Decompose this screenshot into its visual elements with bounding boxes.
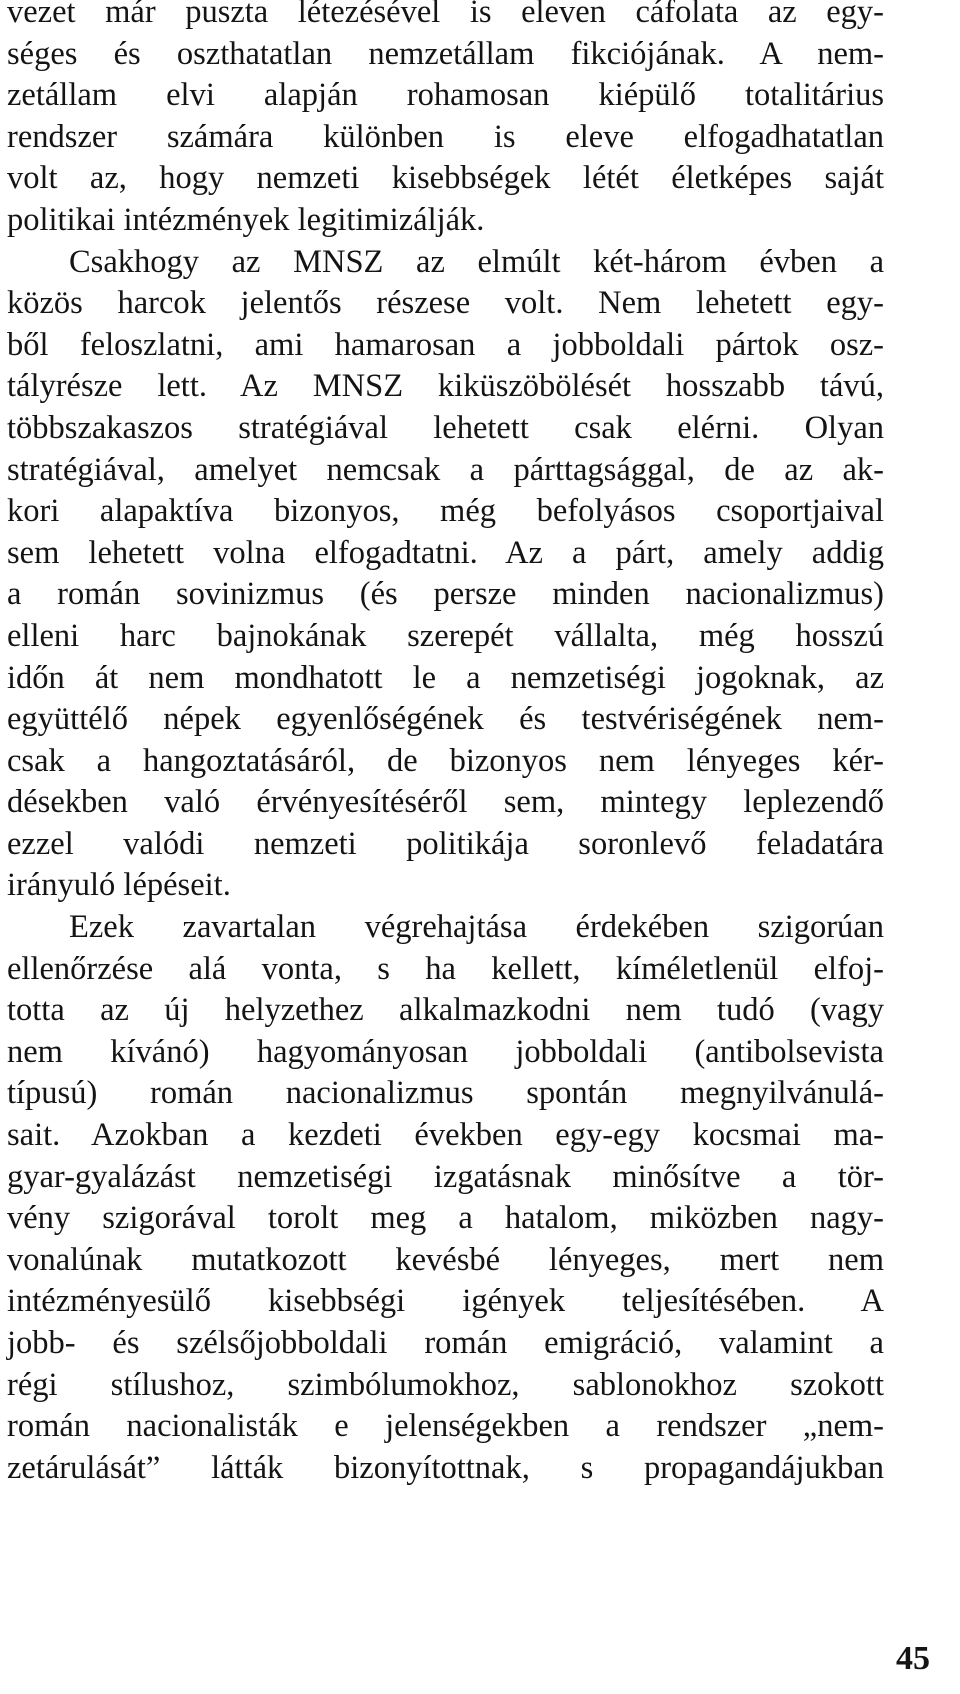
text-line: jobb- és szélsőjobboldali román emigráció, valamint a (7, 1325, 884, 1361)
text-line: volt az, hogy nemzeti kisebbségek létét életképes saját (7, 160, 884, 197)
text-line: csak a hangoztatásáról, de bizonyos nem lényeges kér- (7, 742, 884, 779)
text-line: időn át nem mondhatott le a nemzetiségi jogoknak, az (7, 659, 884, 696)
text-line: totta az új helyzethez alkalmazkodni nem tudó (vagy (7, 992, 884, 1029)
paragraph-3 (7, 907, 884, 1489)
text-line: zetállam elvi alapján rohamosan kiépülő totalitárius (7, 77, 884, 114)
text-line: nem kívánó) hagyományosan jobboldali (antibolsevista (7, 1033, 884, 1070)
document-page (7, 0, 884, 1489)
text-line: Csakhogy az MNSZ az elmúlt két-három évben a (69, 243, 884, 280)
text-line: közös harcok jelentős részese volt. Nem lehetett egy- (7, 285, 884, 322)
text-line: vény szigorával torolt meg a hatalom, miközben nagy- (7, 1200, 884, 1237)
text-line: a román sovinizmus (és persze minden nacionalizmus) (7, 576, 884, 613)
paragraph-2 (7, 242, 884, 908)
text-line: vezet már puszta létezésével is eleven cáfolata az egy- (7, 0, 884, 30)
paragraph-1 (7, 0, 884, 242)
text-line: együttélő népek egyenlőségének és testvériségének nem- (7, 701, 884, 738)
text-line: gyar-gyalázást nemzetiségi izgatásnak minősítve a tör- (7, 1158, 884, 1195)
text-line: ezzel valódi nemzeti politikája soronlevő feladatára (7, 825, 884, 862)
text-line: stratégiával, amelyet nemcsak a párttagsággal, de az ak- (7, 451, 884, 488)
text-line: régi stílushoz, szimbólumokhoz, sablonokhoz szokott (7, 1366, 884, 1403)
text-line: típusú) román nacionalizmus spontán megnyilvánulá- (7, 1075, 884, 1112)
text-line: rendszer számára különben is eleve elfogadhatatlan (7, 118, 884, 155)
text-line: ellenőrzése alá vonta, s ha kellett, kíméletlenül elfoj- (7, 950, 884, 987)
text-line: kori alapaktíva bizonyos, még befolyásos csoportjaival (7, 493, 884, 530)
text-line: vonalúnak mutatkozott kevésbé lényeges, mert nem (7, 1241, 884, 1278)
text-line: elleni harc bajnokának szerepét vállalta, még hosszú (7, 617, 884, 654)
text-line: tályrésze lett. Az MNSZ kiküszöbölését hosszabb távú, (7, 368, 884, 405)
text-line: zetárulását” látták bizonyítottnak, s propagandájukban (7, 1449, 884, 1486)
text-line: séges és oszthatatlan nemzetállam fikciójának. A nem- (7, 35, 884, 72)
text-line: sait. Azokban a kezdeti években egy-egy kocsmai ma- (7, 1117, 884, 1154)
text-line: Ezek zavartalan végrehajtása érdekében szigorúan (69, 909, 884, 946)
text-line: irányuló lépéseit. (7, 867, 231, 904)
text-line: intézményesülő kisebbségi igények teljesítésében. A (7, 1283, 884, 1320)
text-line: politikai intézmények legitimizálják. (7, 201, 485, 238)
text-line: désekben való érvényesítéséről sem, mintegy leplezendő (7, 784, 884, 821)
text-line: ből feloszlatni, ami hamarosan a jobboldali pártok osz- (7, 326, 884, 363)
page-number: 45 (896, 1640, 930, 1677)
text-line: román nacionalisták e jelenségekben a rendszer „nem- (7, 1408, 884, 1445)
text-line: sem lehetett volna elfogadtatni. Az a párt, amely addig (7, 534, 884, 571)
text-line: többszakaszos stratégiával lehetett csak elérni. Olyan (7, 409, 884, 446)
